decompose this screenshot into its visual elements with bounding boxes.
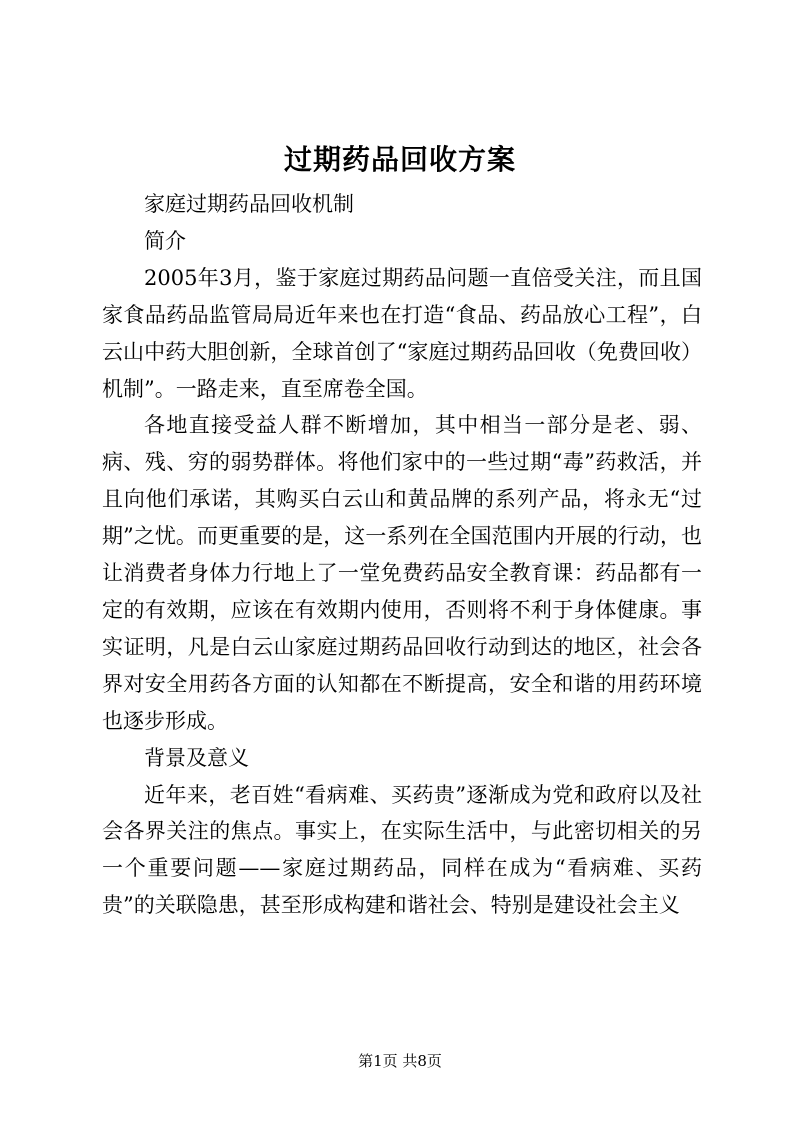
document-body	[102, 186, 702, 924]
paragraph-background: 近年来，老百姓“看病难、买药贵”逐渐成为党和政府以及社会各界关注的焦点。事实上，在实际生活中，与此密切相关的另一个重要问题——家庭过期药品，同样在成为“看病难、买药贵”的关联隐患，甚至形成构建和谐社会、特别是建设社会主义	[102, 782, 702, 918]
document-title: 过期药品回收方案	[283, 143, 516, 176]
paragraph-benefits: 各地直接受益人群不断增加，其中相当一部分是老、弱、病、残、穷的弱势群体。将他们家中的一些过期“毒”药救活，并且向他们承诺，其购买白云山和黄品牌的系列产品，将永无“过期”之忧。而更重要的是，这一系列在全国范围内开展的行动，也让消费者身体力行地上了一堂免费药品安全教育课：药品都有一定的有效期，应该在有效期内使用，否则将不利于身体健康。事实证明，凡是白云山家庭过期药品回收行动到达的地区，社会各界对安全用药各方面的认知都在不断提高，安全和谐的用药环境也逐步形成。	[102, 413, 702, 733]
section-heading-mechanism: 家庭过期药品回收机制	[144, 192, 354, 216]
paragraph-intro: 2005年3月，鉴于家庭过期药品问题一直倍受关注，而且国家食品药品监管局局近年来也在打造“食品、药品放心工程”，白云山中药大胆创新，全球首创了“家庭过期药品回收（免费回收）机制”。一路走来，直至席卷全国。	[102, 265, 702, 401]
section-heading-intro: 简介	[144, 228, 186, 253]
section-heading-background: 背景及意义	[144, 745, 249, 770]
page-footer: 第1页 共8页	[358, 1052, 442, 1070]
